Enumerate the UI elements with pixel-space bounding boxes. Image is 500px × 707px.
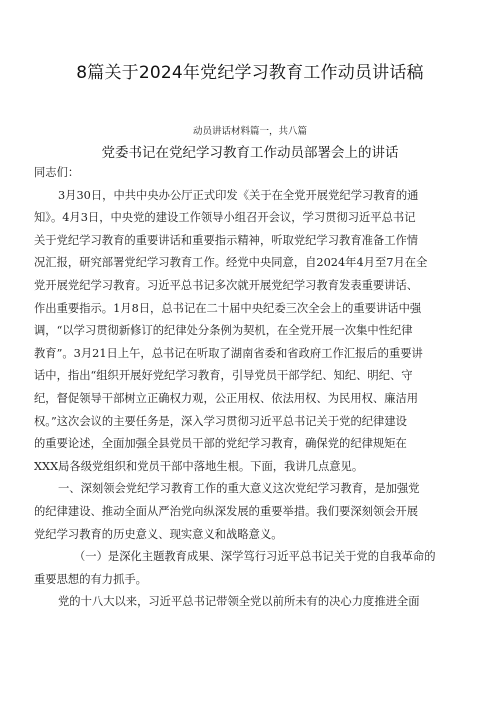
body-line: 教育”。3月21日上午，总书记在听取了湖南省委和省政府工作汇报后的重要讲 (34, 346, 423, 360)
body-line: 党纪学习教育的历史意义、现实意义和战略意义。 (34, 527, 283, 541)
document-title: 8篇关于2024年党纪学习教育工作动员讲话稿 (76, 63, 424, 83)
body-line: 调，“以学习贯彻新修订的纪律处分条例为契机，在全党开展一次集中性纪律 (34, 324, 413, 338)
body-line: 纪，督促领导干部树立正确权力观，公正用权、依法用权、为民用权、廉洁用 (34, 391, 419, 405)
body-line: 关于党纪学习教育的重要讲话和重要指示精神，听取党纪学习教育准备工作情 (34, 233, 419, 247)
body-line: 3月30日，中共中央办公厅正式印发《关于在全党开展党纪学习教育的通 (58, 188, 419, 202)
salutation-line: 同志们： (34, 166, 80, 179)
body-line: 的重要论述，全面加强全县党员干部的党纪学习教育，确保党的纪律规矩在 (34, 437, 407, 451)
body-line: 的纪律建设、推动全面从严治党向纵深发展的重要举措。我们要深刻领会开展 (34, 504, 419, 518)
body-line: 况汇报，研究部署党纪学习教育工作。经党中央同意，自2024年4月至7月在全 (34, 256, 428, 270)
body-line: XXX局各级党组织和党员干部中落地生根。下面，我讲几点意见。 (34, 459, 364, 473)
body-line: 作出重要指示。1月8日，总书记在二十届中央纪委三次全会上的重要讲话中强 (34, 301, 422, 315)
speech-body (34, 162, 470, 614)
body-line: 党的十八大以来，习近平总书记带领全党以前所未有的决心力度推进全面 (58, 595, 420, 609)
section-subheading: 动员讲话材料篇一，共八篇 (192, 126, 307, 137)
body-line: 党开展党纪学习教育。习近平总书记多次就开展党纪学习教育发表重要讲话、 (34, 278, 419, 292)
body-line: 话中，指出“组织开展好党纪学习教育，引导党员干部学纪、知纪、明纪、守 (34, 369, 413, 383)
body-line: 重要思想的有力抓手。 (34, 572, 147, 586)
body-line: 知》。4月3日，中央党的建设工作领导小组召开会议，学习贯彻习近平总书记 (34, 211, 416, 225)
speech-title: 党委书记在党纪学习教育工作动员部署会上的讲话 (101, 145, 399, 161)
body-line: 权。”这次会议的主要任务是，深入学习贯彻习近平总书记关于党的纪律建设 (34, 414, 407, 428)
subsection-heading-line: （一）是深化主题教育成果、深学笃行习近平总书记关于党的自我革命的 (74, 550, 436, 564)
section-heading-line: 一、深刻领会党纪学习教育工作的重大意义这次党纪学习教育，是加强党 (58, 482, 420, 496)
